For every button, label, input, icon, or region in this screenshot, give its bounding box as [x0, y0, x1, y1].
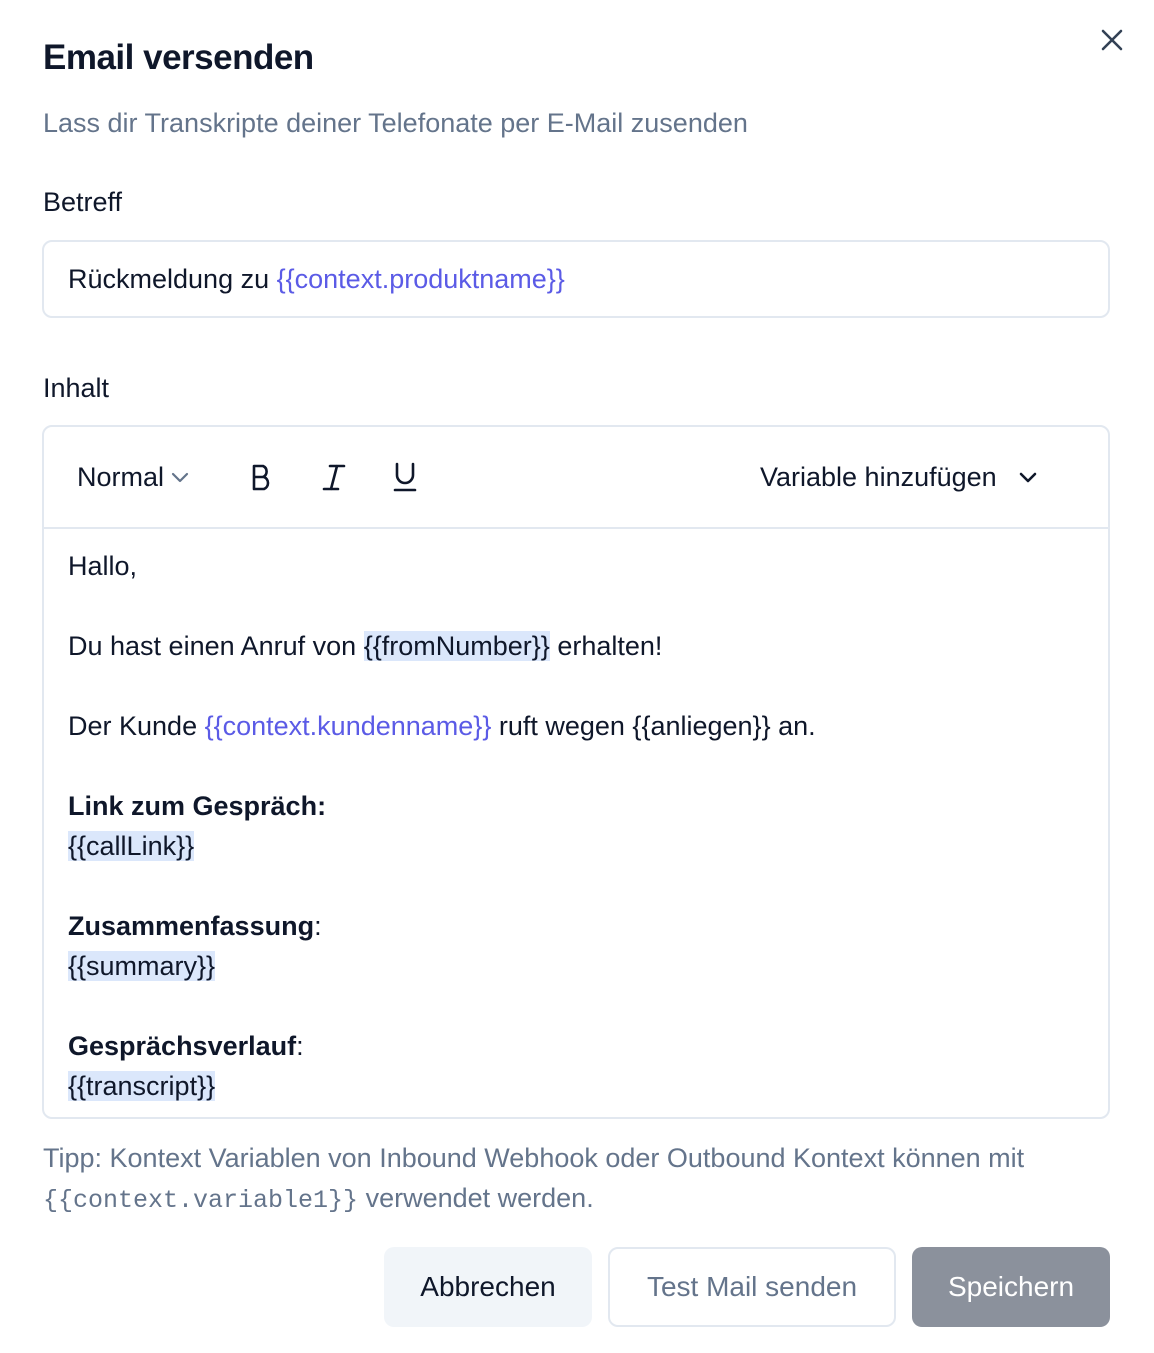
- tip-text-after: verwendet werden.: [358, 1183, 594, 1213]
- format-select-value: Normal: [77, 461, 165, 492]
- transcript-colon: :: [296, 1031, 304, 1061]
- variable-chip: {{transcript}}: [68, 1071, 216, 1101]
- variable-chip: {{summary}}: [68, 951, 216, 981]
- dialog-subtitle: Lass dir Transkripte deiner Telefonate per E-Mail zusenden: [43, 108, 748, 138]
- summary-colon: :: [314, 911, 322, 941]
- close-icon: [1100, 28, 1124, 52]
- bold-icon: [248, 462, 276, 492]
- underline-button[interactable]: [391, 427, 419, 527]
- cancel-button[interactable]: Abbrechen: [384, 1247, 592, 1327]
- summary-label-line: [68, 911, 322, 942]
- chevron-down-icon: [1017, 466, 1039, 488]
- chevron-down-icon: [170, 467, 190, 487]
- body-text: ruft wegen {{anliegen}} an.: [491, 711, 816, 741]
- italic-icon: [320, 462, 348, 492]
- transcript-line: [68, 1071, 215, 1102]
- close-button[interactable]: [1096, 24, 1128, 56]
- bold-button[interactable]: [248, 427, 276, 527]
- variable-chip: {{callLink}}: [68, 831, 195, 861]
- summary-label: Zusammenfassung: [68, 911, 315, 941]
- body-greeting: Hallo,: [68, 551, 138, 581]
- rich-text-editor[interactable]: [42, 425, 1110, 1119]
- transcript-label: Gesprächsverlauf: [68, 1031, 297, 1061]
- body-line-call: [68, 631, 662, 662]
- save-button[interactable]: Speichern: [912, 1247, 1110, 1327]
- subject-text: Rückmeldung zu: [68, 263, 277, 294]
- body-text: Du hast einen Anruf von: [68, 631, 364, 661]
- subject-label: Betreff: [43, 187, 123, 217]
- underline-icon: [391, 461, 419, 493]
- editor-toolbar: [44, 427, 1108, 529]
- body-text: Der Kunde: [68, 711, 205, 741]
- transcript-label-line: [68, 1031, 304, 1062]
- add-variable-dropdown[interactable]: [760, 427, 1039, 527]
- italic-button[interactable]: [320, 427, 348, 527]
- test-mail-button[interactable]: Test Mail senden: [608, 1247, 896, 1327]
- body-line-customer: [68, 711, 816, 742]
- body-text: erhalten!: [549, 631, 663, 661]
- call-link-line: [68, 831, 194, 862]
- subject-input[interactable]: [42, 240, 1110, 318]
- dialog-title: Email versenden: [43, 38, 314, 77]
- tip-code: {{context.variable1}}: [43, 1186, 359, 1215]
- add-variable-label: Variable hinzufügen: [760, 461, 997, 492]
- format-select[interactable]: [77, 427, 190, 527]
- variable-chip: {{fromNumber}}: [363, 631, 550, 661]
- summary-line: [68, 951, 215, 982]
- content-label: Inhalt: [43, 373, 110, 403]
- tip-text: [43, 1138, 1123, 1221]
- subject-variable: {{context.produktname}}: [276, 263, 565, 294]
- call-link-label: Link zum Gespräch:: [68, 791, 327, 821]
- tip-text-before: Tipp: Kontext Variablen von Inbound Webhook oder Outbound Kontext können mit: [43, 1143, 1032, 1173]
- context-variable: {{context.kundenname}}: [204, 711, 492, 741]
